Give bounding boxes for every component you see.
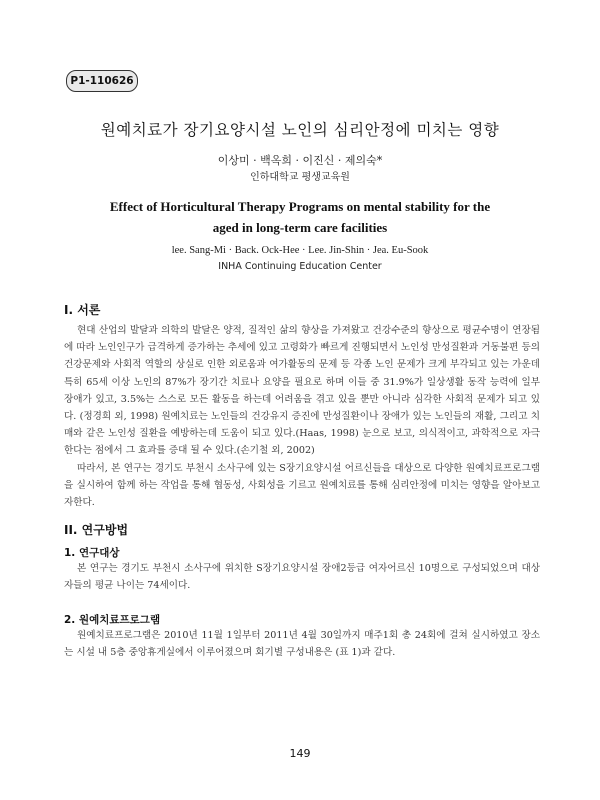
subjects-paragraph: 본 연구는 경기도 부천시 소사구에 위치한 S장기요양시설 장애2등급 여자어르신 10명으로 구성되었으며 대상자들의 평균 나이는 74세이다. bbox=[64, 563, 540, 592]
subjects-body bbox=[64, 560, 540, 594]
section-heading-introduction: I. 서론 bbox=[64, 303, 101, 317]
section-heading-methods: II. 연구방법 bbox=[64, 523, 129, 537]
title-en-line1: Effect of Horticultural Therapy Programs on mental stability for the bbox=[109, 199, 491, 214]
affiliation-english: INHA Continuing Education Center bbox=[218, 261, 382, 272]
introduction-body bbox=[64, 322, 540, 511]
introduction-paragraph-2: 따라서, 본 연구는 경기도 부천시 소사구에 있는 S장기요양시설 어르신들을 대상으로 다양한 원예치료프로그램을 실시하여 함께 하는 작업을 통해 협동성, 사회성을 기르고 원예치료를 통해 심리안정에 미치는 영향을 알아보고자한다. bbox=[64, 462, 540, 509]
paper-id-badge: P1-110626 bbox=[66, 70, 138, 92]
introduction-paragraph-1: 현대 산업의 발달과 의학의 발달은 양적, 질적인 삶의 향상을 가져왔고 건강수준의 향상으로 평균수명이 연장됨에 따라 노인인구가 급격하게 증가하는 추세에 있고 고령화가 빠르게 진행되면서 노인성 만성질환과 거동불편 등의 건강문제와 사회적 역할의 상실로 인한 외로움과 여가활동의 문제 등 각종 노인 문제가 크게 부각되고 있는 가운데 특히 65세 이상 노인의 87%가 장기간 치료나 요양을 필요로 하며 이들 중 31.9%가 일상생활 동작 능력에 일부 장애가 있고, 3.5%는 스스로 모든 활동을 하는데 어려움을 겪고 있을 뿐만 아니라 심각한 사회적 문제가 되고 있다. (정경희 외, 1998) 원예치료는 노인들의 건강유지 증진에 만성질환이나 장애가 있는 노인들의 재활, 그리고 치매와 같은 노인성 질환을 예방하는데 도움이 되고 있다.(Haas, 1998) 눈으로 보고, 의식적이고, 과학적으로 자극한다는 점에서 그 효과를 증대 될 수 있다.(손기철 외, 2002) bbox=[64, 325, 540, 457]
subsection-heading-subjects: 1. 연구대상 bbox=[64, 547, 120, 559]
authors-english: lee. Sang-Mi · Back. Ock-Hee · Lee. Jin-Shin · Jea. Eu-Sook bbox=[171, 245, 429, 256]
paper-title-english bbox=[0, 196, 600, 238]
authors-korean: 이상미 · 백옥희 · 이진신 · 제의숙* bbox=[217, 154, 383, 167]
affiliation-korean: 인하대학교 평생교육원 bbox=[250, 172, 350, 183]
page-number: 149 bbox=[289, 747, 311, 760]
paper-title-korean: 원예치료가 장기요양시설 노인의 심리안정에 미치는 영향 bbox=[100, 121, 500, 139]
program-paragraph: 원예치료프로그램은 2010년 11월 1일부터 2011년 4월 30일까지 매주1회 총 24회에 걸쳐 실시하였고 장소는 시설 내 5층 중앙휴게실에서 이루어졌으며 회기별 구성내용은 (표 1)과 같다. bbox=[64, 630, 540, 659]
program-body bbox=[64, 627, 540, 661]
title-en-line2: aged in long-term care facilities bbox=[212, 220, 388, 235]
subsection-heading-program: 2. 원예치료프로그램 bbox=[64, 614, 161, 626]
